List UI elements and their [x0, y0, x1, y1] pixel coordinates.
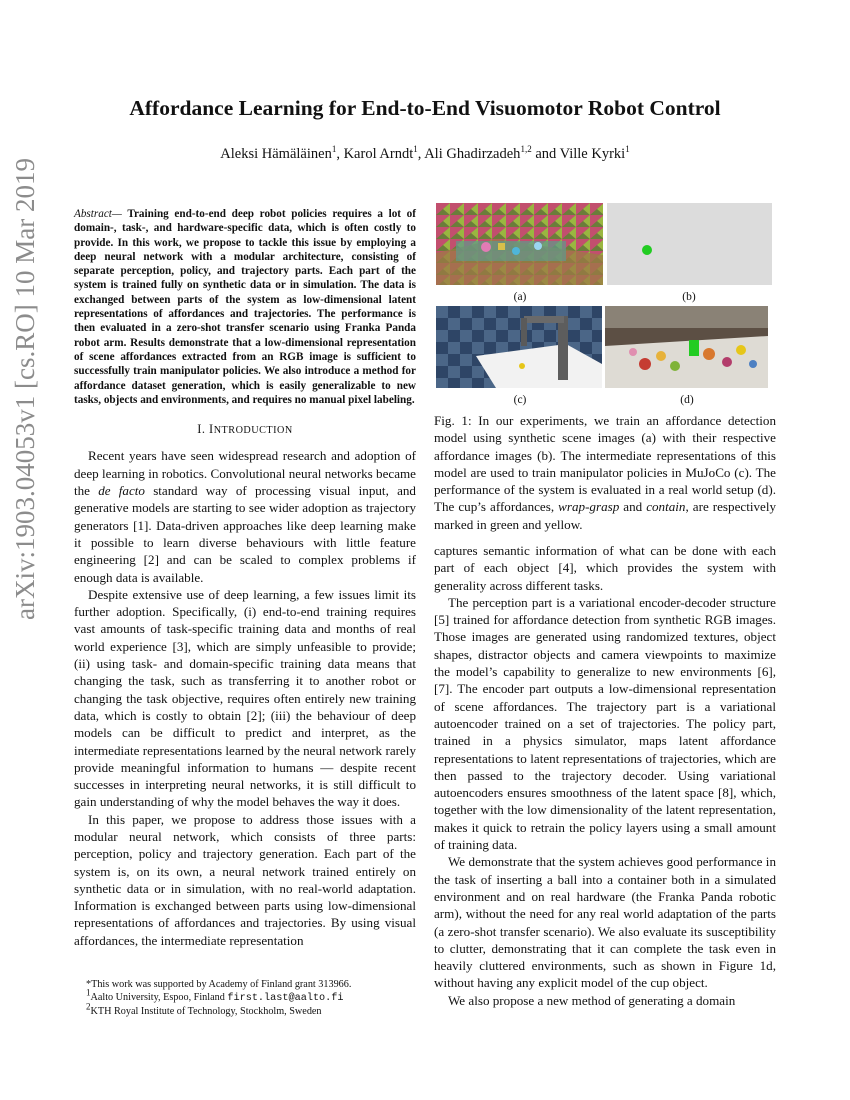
- figure-panel-b-affordance-image: [607, 203, 772, 285]
- right-paragraph-4: We also propose a new method of generating a domain: [448, 992, 736, 1008]
- right-paragraph-1: captures semantic information of what can be done with each part of each object [4], which provides the system with generality across different tasks.: [434, 543, 776, 593]
- section-heading-introduction: I. INTRODUCTION: [197, 422, 293, 437]
- figure-panel-d-real-world: [605, 306, 768, 388]
- footnote-funding: *This work was supported by Academy of Finland grant 313966.: [86, 979, 352, 990]
- intro-paragraph-1: Recent years have seen widespread research and adoption of deep learning in robotics. Convolutional neural networks became the de facto standard way of processing visual input, and generative models are starting to see wider adoption as trajectory generators [1]. Data-driven approaches like deep learning make it possible to learn diverse behaviours with little feature engineering [2] and can be scaled to complex problems if enough data is available.: [74, 448, 416, 585]
- footnotes: [74, 978, 416, 1018]
- figure-label-a: (a): [513, 291, 527, 303]
- right-column: [434, 542, 776, 1009]
- figure-label-c: (c): [513, 394, 527, 406]
- mujoco-simulation-image: [436, 306, 602, 388]
- affordance-image: [607, 203, 772, 285]
- figure-panel-c-mujoco-sim: [436, 306, 602, 388]
- footnote-affiliation-2: $^2$KTH Royal Institute of Technology, Stockholm, Sweden: [86, 1001, 322, 1017]
- intro-paragraph-2: Despite extensive use of deep learning, a few issues limit its further adoption. Specifically, (i) end-to-end training requires vast amounts of task-specific training data and months of real world experience [3], which are simply unfeasible to provide; (ii) using task- and domain-specific training data means that changing the task, such as transferring it to another robot or changing the task objective, requires often entirely new training data, which is costly to obtain [2]; (iii) the behaviour of deep models can be difficult to predict and interpret, as the intermediate representations learned by the neural network rarely provide meaningful information to humans — despite recent successes in interpreting neural networks, it is still difficult to gain understanding of why the model behaves the way it does.: [74, 586, 416, 810]
- abstract-body: Training end-to-end deep robot policies requires a lot of domain-, task-, and hardware-specific data, which is often costly to provide. In this work, we propose to tackle this issue by employing a deep neural network with a modular architecture, consisting of separate perception, policy, and trajectory parts. Each part of the system is trained fully on synthetic data or in simulation. The data is exchanged between parts of the system as low-dimensional latent representations of affordances and trajectories. The performance is then evaluated in a zero-shot transfer scenario using Franka Panda robot arm. Results demonstrate that a low-dimensional representation of scene affordances extracted from an RGB image is sufficient to successfully train manipulator policies. We also introduce a method for affordance dataset generation, which is easily generalizable to new tasks, objects and environments, and requires no manual pixel labeling.: [74, 208, 416, 406]
- abstract-lead: Abstract—: [74, 208, 122, 220]
- arxiv-identifier: arXiv:1903.04053v1 [cs.RO] 10 Mar 2019: [10, 158, 40, 620]
- author-4: Ville Kyrki$^1$: [559, 144, 630, 162]
- synthetic-scene-image: [436, 203, 603, 285]
- figure-label-b: (b): [682, 291, 696, 303]
- left-column: [74, 207, 416, 949]
- right-paragraph-2: The perception part is a variational encoder-decoder structure [5] trained for affordance detection from synthetic RGB images. Those images are generated using randomized textures, object shapes, distractor objects and camera viewpoints to maximize the model’s capability to generalize to new environments [6], [7]. The encoder part outputs a low-dimensional representation of scene affordances. The trajectory part is a variational autoencoder trained on a set of trajectories. The policy part, trained in a physics simulator, maps latent affordance representations to latent representations of trajectories, which are then passed to the trajectory decoder. Using variational autoencoders ensures smoothness of the latent space [8], which, together with the low dimensionality of the latent representation, makes it quick to retrain the policy layers using a small amount of training data.: [434, 594, 776, 853]
- figure-label-d: (d): [680, 394, 694, 406]
- author-3: Ali Ghadirzadeh$^{1,2}$: [424, 144, 532, 162]
- abstract: [74, 207, 416, 407]
- figure-panel-a-synthetic-scene: [436, 203, 603, 285]
- figure-caption: Fig. 1: In our experiments, we train an affordance detection model using synthetic scene images (a) with their respective affordance images (b). The intermediate representations of this model are used to train manipulator policies in MuJoCo (c). The performance of the system is evaluated in a real world setup (d). The cup’s affordances, wrap-grasp and contain, are respectively marked in green and yellow.: [434, 413, 777, 532]
- author-2: Karol Arndt$^1$: [343, 144, 418, 162]
- footnote-affiliation-1: $^1$Aalto University, Espoo, Finland first.last@aalto.fi: [86, 987, 344, 1004]
- real-world-setup-image: [605, 306, 768, 388]
- author-list: Aleksi Hämäläinen$^1$, Karol Arndt$^1$, Ali Ghadirzadeh$^{1,2}$ and Ville Kyrki$^1$: [220, 144, 630, 162]
- right-paragraph-3: We demonstrate that the system achieves good performance in the task of inserting a ball into a container both in a simulated environment and on real hardware (the Franka Panda robotic arm), without the need for any real world adaptation of the parts (a zero-shot transfer scenario). We also evaluate its susceptibility to clutter, demonstrating that it can complete the task even in heavily cluttered environments, such as shown in Figure 1d, without having any explicit model of the cup object.: [434, 854, 776, 991]
- author-1: Aleksi Hämäläinen$^1$: [220, 144, 337, 162]
- paper-title: Affordance Learning for End-to-End Visuomotor Robot Control: [129, 96, 721, 120]
- intro-paragraph-3: In this paper, we propose to address those issues with a modular neural network, which consists of three parts: perception, policy and trajectory generation. Each part of the system is, on its own, a neural network trained entirely on synthetic data or in simulation, with no real-world adaptation. Information is exchanged between parts using low-dimensional representations of affordances and trajectories. By using visual affordances, the intermediate representation: [74, 811, 416, 948]
